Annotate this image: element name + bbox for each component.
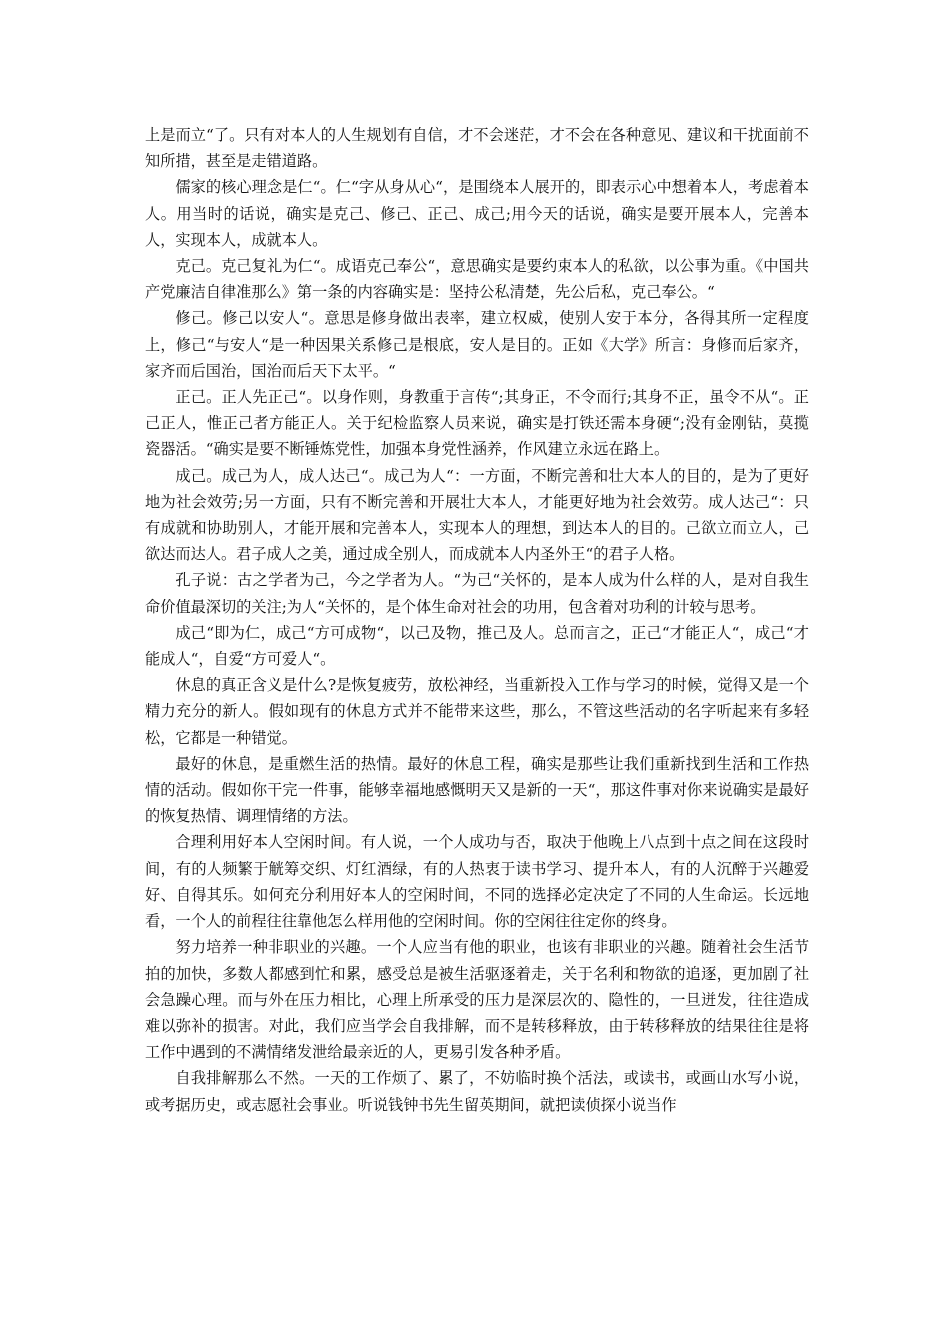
- paragraph-8: 成己“即为仁，成己“方可成物“，以己及物，推己及人。总而言之，正己“才能正人“，成己“才能成人“，自爱“方可爱人“。: [145, 623, 809, 669]
- paragraph-5: 正己。正人先正己“。以身作则，身教重于言传“;其身正，不令而行;其身不正，虽令不从“。正己正人，惟正己者方能正人。关于纪检监察人员来说，确实是打铁还需本身硬“;没有金刚钻，莫揽瓷器活。“确实是要不断锤炼党性，加强本身党性涵养，作风建立永远在路上。: [145, 388, 809, 459]
- paragraph-3: 克己。克己复礼为仁“。成语克己奉公“，意思确实是要约束本人的私欲，以公事为重。《中国共产党廉洁自律准那么》第一条的内容确实是：坚持公私清楚，先公后私，克己奉公。“: [145, 257, 809, 302]
- paragraph-2: 儒家的核心理念是仁“。仁“字从身从心“，是围绕本人展开的，即表示心中想着本人，考虑着本人。用当时的话说，确实是克己、修己、正己、成己;用今天的话说，确实是要开展本人，完善本人，实现本人，成就本人。: [145, 178, 809, 249]
- paragraph-10: 最好的休息，是重燃生活的热情。最好的休息工程，确实是那些让我们重新找到生活和工作热情的活动。假如你干完一件事，能够幸福地感慨明天又是新的一天“，那这件事对你来说确实是最好的恢复热情、调理情绪的方法。: [145, 754, 809, 826]
- paragraph-11: 合理利用好本人空闲时间。有人说，一个人成功与否，取决于他晚上八点到十点之间在这段时间，有的人频繁于觥筹交织、灯红酒绿，有的人热衷于读书学习、提升本人，有的人沉醉于兴趣爱好、自得其乐。如何充分利用好本人的空闲时间，不同的选择必定决定了不同的人生命运。长远地看，一个人的前程往往靠他怎么样用他的空闲时间。你的空闲往往定你的终身。: [145, 833, 809, 931]
- paragraph-13: 自我排解那么不然。一天的工作烦了、累了，不妨临时换个活法，或读书，或画山水写小说，或考据历史，或志愿社会事业。听说钱钟书先生留英期间，就把读侦探小说当作: [145, 1069, 809, 1114]
- paragraph-4: 修己。修己以安人“。意思是修身做出表率，建立权威，使别人安于本分，各得其所一定程度上，修己“与安人“是一种因果关系修己是根底，安人是目的。正如《大学》所言：身修而后家齐，家齐而后国治，国治而后天下太平。“: [145, 309, 809, 380]
- paragraph-6: 成己。成己为人，成人达己“。成己为人“：一方面，不断完善和壮大本人的目的，是为了更好地为社会效劳;另一方面，只有不断完善和开展壮大本人，才能更好地为社会效劳。成人达己“：只有成就和协助别人，才能开展和完善本人，实现本人的理想，到达本人的目的。己欲立而立人，己欲达而达人。君子成人之美，通过成全别人，而成就本人内圣外王“的君子人格。: [145, 466, 809, 564]
- paragraph-1: 上是而立“了。只有对本人的人生规划有自信，才不会迷茫，才不会在各种意见、建议和干扰面前不知所措，甚至是走错道路。: [145, 126, 809, 171]
- paragraph-7: 孔子说：古之学者为己，今之学者为人。“为己“关怀的，是本人成为什么样的人，是对自我生命价值最深切的关注;为人“关怀的，是个体生命对社会的功用，包含着对功利的计较与思考。: [145, 571, 809, 616]
- paragraph-9: 休息的真正含义是什么?是恢复疲劳，放松神经，当重新投入工作与学习的时候，觉得又是一个精力充分的新人。假如现有的休息方式并不能带来这些，那么，不管这些活动的名字听起来有多轻松，它都是一种错觉。: [145, 676, 809, 747]
- document-body: [145, 122, 809, 1118]
- paragraph-12: 努力培养一种非职业的兴趣。一个人应当有他的职业，也该有非职业的兴趣。随着社会生活节拍的加快，多数人都感到忙和累，感受总是被生活驱逐着走，关于名利和物欲的追逐，更加剧了社会急躁心理。而与外在压力相比，心理上所承受的压力是深层次的、隐性的，一旦迸发，往往造成难以弥补的损害。对此，我们应当学会自我排解，而不是转移释放，由于转移释放的结果往往是将工作中遇到的不满情绪发泄给最亲近的人，更易引发各种矛盾。: [145, 938, 809, 1062]
